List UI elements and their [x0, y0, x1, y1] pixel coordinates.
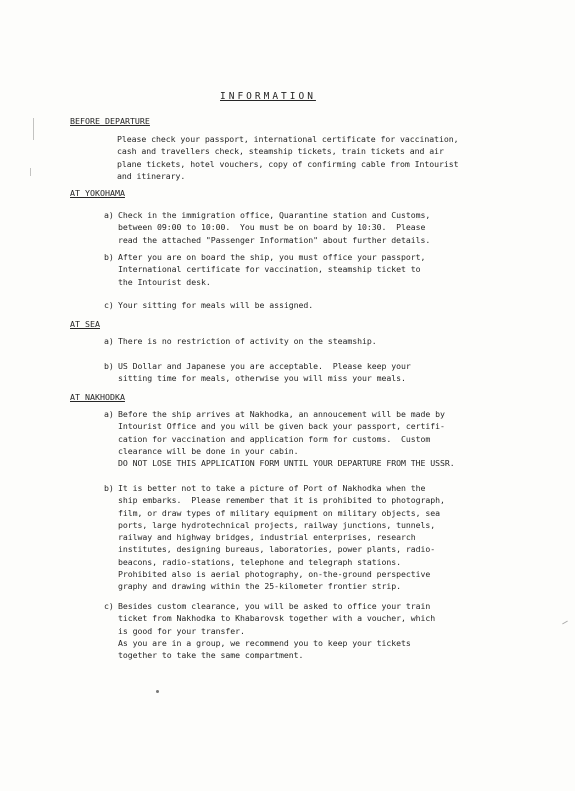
yokohama-item-c-label: c) [104, 300, 114, 310]
heading-at-nakhodka: AT NAKHODKA [70, 392, 125, 402]
nakhodka-item-b-label: b) [104, 483, 114, 493]
yokohama-item-b-text: After you are on board the ship, you must office your passport, International certificate for vaccination, steamship ticket to the Intourist desk. [118, 252, 426, 287]
yokohama-item-a-label: a) [104, 210, 114, 220]
sea-item-b-label: b) [104, 361, 114, 371]
sea-item-a-text: There is no restriction of activity on the steamship. [118, 336, 377, 346]
sea-item-a-label: a) [104, 336, 114, 346]
heading-at-yokohama: AT YOKOHAMA [70, 188, 125, 198]
yokohama-item-b-label: b) [104, 252, 114, 262]
sea-item-b-text: US Dollar and Japanese you are acceptable. Please keep your sitting time for meals, otherwise you will miss your meals. [118, 361, 411, 384]
nakhodka-item-a-label: a) [104, 409, 114, 419]
nakhodka-item-a-text: Before the ship arrives at Nakhodka, an annoucement will be made by Intourist Office and you will be given back your passport, certifi- cation for vaccination and application form for customs. Custom clearance will be done in your cabin. DO NOT LOSE THIS APPLICATION FORM UNTIL YOUR DEPARTURE FROM THE USSR. [118, 409, 455, 469]
page-title: INFORMATION [220, 91, 316, 102]
yokohama-item-a-text: Check in the immigration office, Quarantine station and Customs, between 09:00 to 10:00. You must be on board by 10:30. Please read the attached "Passenger Information" about further details. [118, 210, 431, 245]
nakhodka-item-c-label: c) [104, 601, 114, 611]
heading-before-departure: BEFORE DEPARTURE [70, 116, 150, 126]
nakhodka-item-b-text: It is better not to take a picture of Port of Nakhodka when the ship embarks. Please remember that it is prohibited to photograph, film, or draw types of military equipment on military objects, sea ports, large hydrotechnical projects, railway junctions, tunnels, railway and highway bridges, industrial enterprises, research institutes, designing bureaus, laboratories, power plants, radio- beacons, radio-stations, telephone and telegraph stations. Prohibited also is aerial photography, on-the-ground perspective graphy and drawing within the 25-kilometer frontier strip. [118, 483, 445, 592]
scan-mark [33, 118, 34, 140]
before-departure-text: Please check your passport, international certificate for vaccination, cash and travellers check, steamship tickets, train tickets and air plane tickets, hotel vouchers, copy of confirming cable from Intourist and itinerary. [117, 134, 459, 181]
scan-speck [156, 690, 159, 693]
yokohama-item-c-text: Your sitting for meals will be assigned. [118, 300, 314, 310]
scan-mark [562, 621, 568, 625]
scan-mark [30, 168, 31, 176]
nakhodka-item-c-text: Besides custom clearance, you will be asked to office your train ticket from Nakhodka to Khabarovsk together with a voucher, which is good for your transfer. As you are in a group, we recommend you to keep your tickets together to take the same compartment. [118, 601, 436, 661]
heading-at-sea: AT SEA [70, 319, 100, 329]
